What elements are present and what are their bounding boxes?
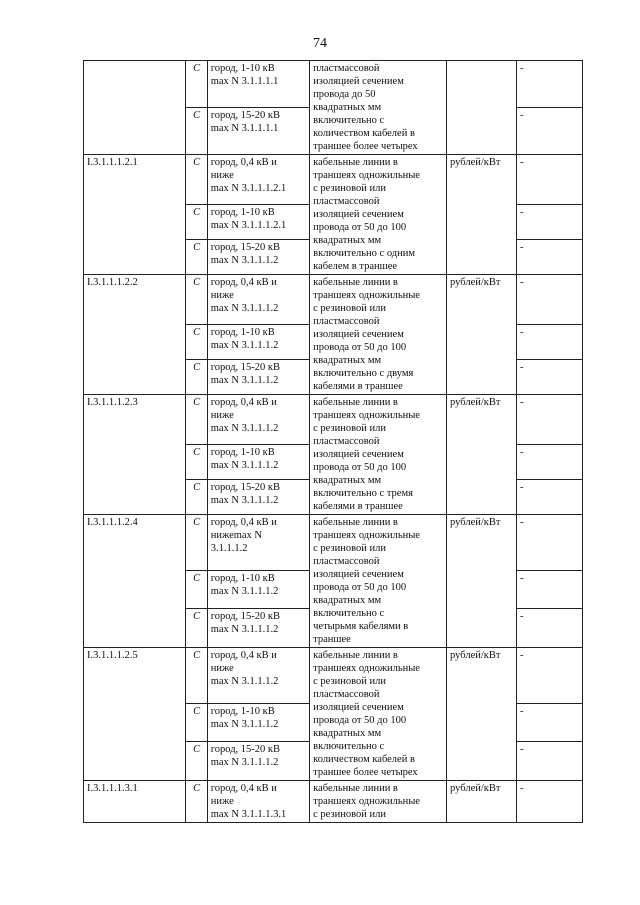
value-cell: [517, 205, 583, 240]
condition-cell: [207, 648, 309, 704]
code-cell-text: I.3.1.1.1.2.2: [87, 277, 138, 288]
value-cell: [517, 108, 583, 155]
category-cell: [186, 275, 207, 325]
description-cell: [310, 648, 447, 781]
description-cell: [310, 515, 447, 648]
table-row: [84, 275, 583, 325]
unit-cell-text: рублей/кВт: [450, 277, 501, 288]
condition-cell-text: город, 1-10 кВ max N 3.1.1.1.2: [210, 327, 279, 352]
condition-cell: [207, 360, 309, 395]
code-cell: [84, 395, 186, 515]
category-cell-text: C: [193, 110, 201, 121]
code-cell: [84, 781, 186, 823]
value-cell: [517, 275, 583, 325]
category-cell-text: C: [193, 705, 201, 717]
unit-cell: [447, 648, 517, 781]
value-cell-text: -: [520, 110, 524, 121]
category-cell: [186, 609, 207, 648]
condition-cell: [207, 609, 309, 648]
category-cell-text: C: [193, 611, 201, 623]
condition-cell: [207, 480, 309, 515]
unit-cell: [447, 155, 517, 275]
value-cell: [517, 781, 583, 823]
condition-cell-text: город, 15-20 кВ max N 3.1.1.1.2: [210, 362, 281, 387]
value-cell: [517, 240, 583, 275]
condition-cell-text: город, 1-10 кВ max N 3.1.1.1.2: [210, 572, 279, 597]
value-cell: [517, 703, 583, 742]
value-cell-text: -: [520, 482, 524, 494]
value-cell: [517, 61, 583, 108]
unit-cell-text: рублей/кВт: [450, 517, 501, 528]
value-cell: [517, 570, 583, 609]
value-cell-text: -: [520, 611, 524, 623]
condition-cell: [207, 781, 309, 823]
category-cell: [186, 570, 207, 609]
category-cell: [186, 515, 207, 571]
category-cell-text: C: [193, 397, 201, 408]
condition-cell-text: город, 15-20 кВ max N 3.1.1.1.2: [210, 611, 281, 636]
description-cell: [310, 275, 447, 395]
condition-cell-text: город, 15-20 кВ max N 3.1.1.1.2: [210, 242, 281, 267]
table-row: [84, 155, 583, 205]
tariff-table: [83, 60, 583, 823]
value-cell-text: -: [520, 744, 524, 756]
condition-cell-text: город, 0,4 кВ и ниже max N 3.1.1.1.2: [210, 397, 279, 434]
description-cell-text: кабельные линии в траншеях одножильные с резиновой или пластмассовой изоляцией сечением провода от 50 до 100 квадратных мм включительно с четырьмя кабелями в траншее: [313, 517, 420, 645]
condition-cell: [207, 275, 309, 325]
category-cell-text: C: [193, 242, 201, 254]
table-row: [84, 515, 583, 571]
category-cell-text: C: [193, 277, 201, 288]
description-cell-text: кабельные линии в траншеях одножильные с резиновой или пластмассовой изоляцией сечением провода от 50 до 100 квадратных мм включительно с двумя кабелями в траншее: [313, 277, 420, 392]
code-cell-text: I.3.1.1.1.2.4: [87, 517, 138, 528]
description-cell-text: пластмассовой изоляцией сечением провода до 50 квадратных мм включительно с количеством кабелей в траншее более четырех: [313, 63, 418, 152]
category-cell-text: C: [193, 447, 201, 459]
code-cell-text: I.3.1.1.1.2.5: [87, 650, 138, 661]
condition-cell-text: город, 1-10 кВ max N 3.1.1.1.2: [210, 705, 279, 730]
table-row: [84, 61, 583, 108]
code-cell: [84, 515, 186, 648]
condition-cell: [207, 325, 309, 360]
description-cell: [310, 61, 447, 155]
description-cell: [310, 395, 447, 515]
category-cell: [186, 205, 207, 240]
condition-cell: [207, 108, 309, 155]
condition-cell-text: город, 0,4 кВ и ниже max N 3.1.1.1.2: [210, 650, 279, 687]
condition-cell: [207, 445, 309, 480]
category-cell-text: C: [193, 650, 201, 661]
category-cell: [186, 648, 207, 704]
value-cell-text: -: [520, 277, 524, 288]
value-cell: [517, 360, 583, 395]
table-row: [84, 648, 583, 704]
value-cell: [517, 325, 583, 360]
value-cell-text: -: [520, 705, 524, 717]
unit-cell: [447, 781, 517, 823]
condition-cell: [207, 742, 309, 781]
category-cell-text: C: [193, 207, 201, 219]
value-cell-text: -: [520, 242, 524, 254]
value-cell-text: -: [520, 362, 524, 374]
category-cell: [186, 325, 207, 360]
condition-cell-text: город, 15-20 кВ max N 3.1.1.1.1: [210, 110, 281, 134]
value-cell: [517, 648, 583, 704]
condition-cell-text: город, 1-10 кВ max N 3.1.1.1.2: [210, 447, 279, 472]
tariff-table-body: [84, 61, 583, 823]
condition-cell: [207, 240, 309, 275]
condition-cell-text: город, 15-20 кВ max N 3.1.1.1.2: [210, 482, 281, 507]
condition-cell: [207, 703, 309, 742]
table-row: [84, 781, 583, 823]
category-cell-text: C: [193, 482, 201, 494]
unit-cell: [447, 395, 517, 515]
category-cell: [186, 445, 207, 480]
value-cell-text: -: [520, 63, 524, 74]
condition-cell: [207, 155, 309, 205]
condition-cell-text: город, 1-10 кВ max N 3.1.1.1.2.1: [210, 207, 287, 232]
value-cell-text: -: [520, 783, 524, 794]
unit-cell-text: рублей/кВт: [450, 783, 501, 794]
category-cell-text: C: [193, 572, 201, 584]
unit-cell-text: рублей/кВт: [450, 650, 501, 661]
value-cell-text: -: [520, 447, 524, 459]
condition-cell-text: город, 15-20 кВ max N 3.1.1.1.2: [210, 744, 281, 769]
category-cell: [186, 61, 207, 108]
category-cell: [186, 395, 207, 445]
condition-cell-text: город, 0,4 кВ и ниже max N 3.1.1.1.2.1: [210, 157, 287, 194]
table-row: [84, 395, 583, 445]
unit-cell-text: рублей/кВт: [450, 397, 501, 408]
category-cell-text: C: [193, 63, 201, 74]
value-cell-text: -: [520, 650, 524, 661]
unit-cell-text: рублей/кВт: [450, 157, 501, 168]
condition-cell: [207, 61, 309, 108]
condition-cell: [207, 395, 309, 445]
description-cell-text: кабельные линии в траншеях одножильные с резиновой или: [313, 783, 420, 820]
category-cell: [186, 703, 207, 742]
condition-cell-text: город, 0,4 кВ и ниже max N 3.1.1.1.3.1: [210, 783, 287, 820]
category-cell: [186, 480, 207, 515]
code-cell: [84, 61, 186, 155]
unit-cell: [447, 275, 517, 395]
category-cell-text: C: [193, 783, 201, 794]
category-cell-text: C: [193, 517, 201, 528]
category-cell-text: C: [193, 327, 201, 339]
code-cell: [84, 275, 186, 395]
value-cell: [517, 395, 583, 445]
condition-cell-text: город, 0,4 кВ и ниже max N 3.1.1.1.2: [210, 277, 279, 314]
category-cell-text: C: [193, 157, 201, 168]
page-number: 74: [313, 36, 327, 51]
value-cell-text: -: [520, 572, 524, 584]
value-cell: [517, 480, 583, 515]
value-cell-text: -: [520, 517, 524, 528]
category-cell-text: C: [193, 362, 201, 374]
code-cell-text: I.3.1.1.1.2.3: [87, 397, 138, 408]
value-cell: [517, 445, 583, 480]
code-cell-text: I.3.1.1.1.3.1: [87, 783, 138, 794]
condition-cell: [207, 570, 309, 609]
unit-cell: [447, 61, 517, 155]
value-cell: [517, 155, 583, 205]
value-cell-text: -: [520, 327, 524, 339]
code-cell: [84, 155, 186, 275]
condition-cell: [207, 515, 309, 571]
description-cell: [310, 155, 447, 275]
category-cell: [186, 742, 207, 781]
condition-cell-text: город, 0,4 кВ и нижеmax N 3.1.1.1.2: [210, 517, 277, 554]
description-cell: [310, 781, 447, 823]
category-cell: [186, 108, 207, 155]
description-cell-text: кабельные линии в траншеях одножильные с резиновой или пластмассовой изоляцией сечением провода от 50 до 100 квадратных мм включительно с тремя кабелями в траншее: [313, 397, 420, 512]
category-cell: [186, 781, 207, 823]
code-cell-text: I.3.1.1.1.2.1: [87, 157, 138, 168]
code-cell: [84, 648, 186, 781]
category-cell-text: C: [193, 744, 201, 756]
description-cell-text: кабельные линии в траншеях одножильные с резиновой или пластмассовой изоляцией сечением провода от 50 до 100 квадратных мм включительно с количеством кабелей в траншее более четырех: [313, 650, 420, 778]
unit-cell: [447, 515, 517, 648]
value-cell-text: -: [520, 207, 524, 219]
value-cell: [517, 515, 583, 571]
value-cell: [517, 609, 583, 648]
category-cell: [186, 240, 207, 275]
category-cell: [186, 155, 207, 205]
description-cell-text: кабельные линии в траншеях одножильные с резиновой или пластмассовой изоляцией сечением провода от 50 до 100 квадратных мм включительно с одним кабелем в траншее: [313, 157, 420, 272]
condition-cell-text: город, 1-10 кВ max N 3.1.1.1.1: [210, 63, 279, 87]
condition-cell: [207, 205, 309, 240]
category-cell: [186, 360, 207, 395]
value-cell-text: -: [520, 397, 524, 408]
value-cell-text: -: [520, 157, 524, 168]
value-cell: [517, 742, 583, 781]
